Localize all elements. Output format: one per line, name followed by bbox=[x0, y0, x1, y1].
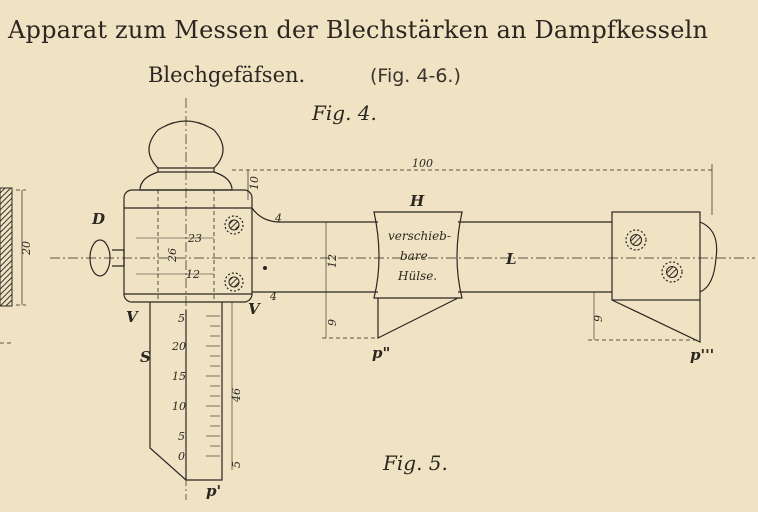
dim-100-line bbox=[232, 157, 712, 215]
dim-46: 46 bbox=[230, 388, 243, 402]
sleeve-text-1: verschieb- bbox=[388, 229, 451, 243]
title-figure-ref: (Fig. 4-6.) bbox=[370, 65, 461, 87]
dim-10: 10 bbox=[248, 176, 261, 190]
scale-tick-4: 5 bbox=[178, 430, 185, 443]
label-p-triple: p''' bbox=[690, 346, 715, 364]
sleeve-text-3: Hülse. bbox=[398, 269, 438, 283]
main-body bbox=[124, 190, 267, 302]
dim-20: 20 bbox=[20, 241, 33, 255]
scale-tick-1: 20 bbox=[172, 340, 186, 353]
slide-bar bbox=[252, 208, 717, 338]
dim-12-inner: 12 bbox=[186, 268, 200, 281]
scale-ticks bbox=[206, 316, 220, 456]
scale-tick-2: 15 bbox=[172, 370, 186, 383]
label-D: D bbox=[92, 210, 106, 228]
label-p-prime: p' bbox=[206, 482, 222, 500]
scale-tick-5: 0 bbox=[178, 450, 185, 463]
fig4-label: Fig. 4. bbox=[312, 101, 377, 125]
dim-5: 5 bbox=[230, 461, 243, 468]
label-V-right: V bbox=[248, 300, 260, 318]
dim-4a: 4 bbox=[275, 212, 282, 225]
label-V-left: V bbox=[126, 308, 138, 326]
label-S: S bbox=[140, 348, 151, 366]
dim-26: 26 bbox=[166, 248, 179, 262]
title-line2: Blechgefäfsen. bbox=[148, 63, 306, 87]
sliding-sleeve bbox=[372, 192, 462, 362]
dim-100: 100 bbox=[412, 157, 433, 170]
dim-9b: 9 bbox=[592, 315, 605, 322]
dim-4b: 4 bbox=[270, 290, 277, 303]
label-H: H bbox=[410, 192, 425, 210]
dim-12-bar: 12 bbox=[326, 254, 339, 268]
measuring-scale bbox=[140, 302, 243, 500]
left-section-cut bbox=[0, 188, 33, 343]
dim-9a: 9 bbox=[326, 319, 339, 326]
dim-23: 23 bbox=[188, 232, 202, 245]
sleeve-text-2: bare bbox=[400, 249, 428, 263]
label-L: L bbox=[506, 250, 517, 268]
scale-tick-0: 5 bbox=[178, 312, 185, 325]
fig5-label: Fig. 5. bbox=[383, 451, 448, 475]
scale-tick-3: 10 bbox=[172, 400, 186, 413]
label-p-double: p" bbox=[372, 344, 391, 362]
right-jaw bbox=[588, 212, 714, 364]
knob-d bbox=[90, 210, 124, 276]
title-line1: Apparat zum Messen der Blechstärken an Dampfkesseln bbox=[8, 16, 709, 44]
